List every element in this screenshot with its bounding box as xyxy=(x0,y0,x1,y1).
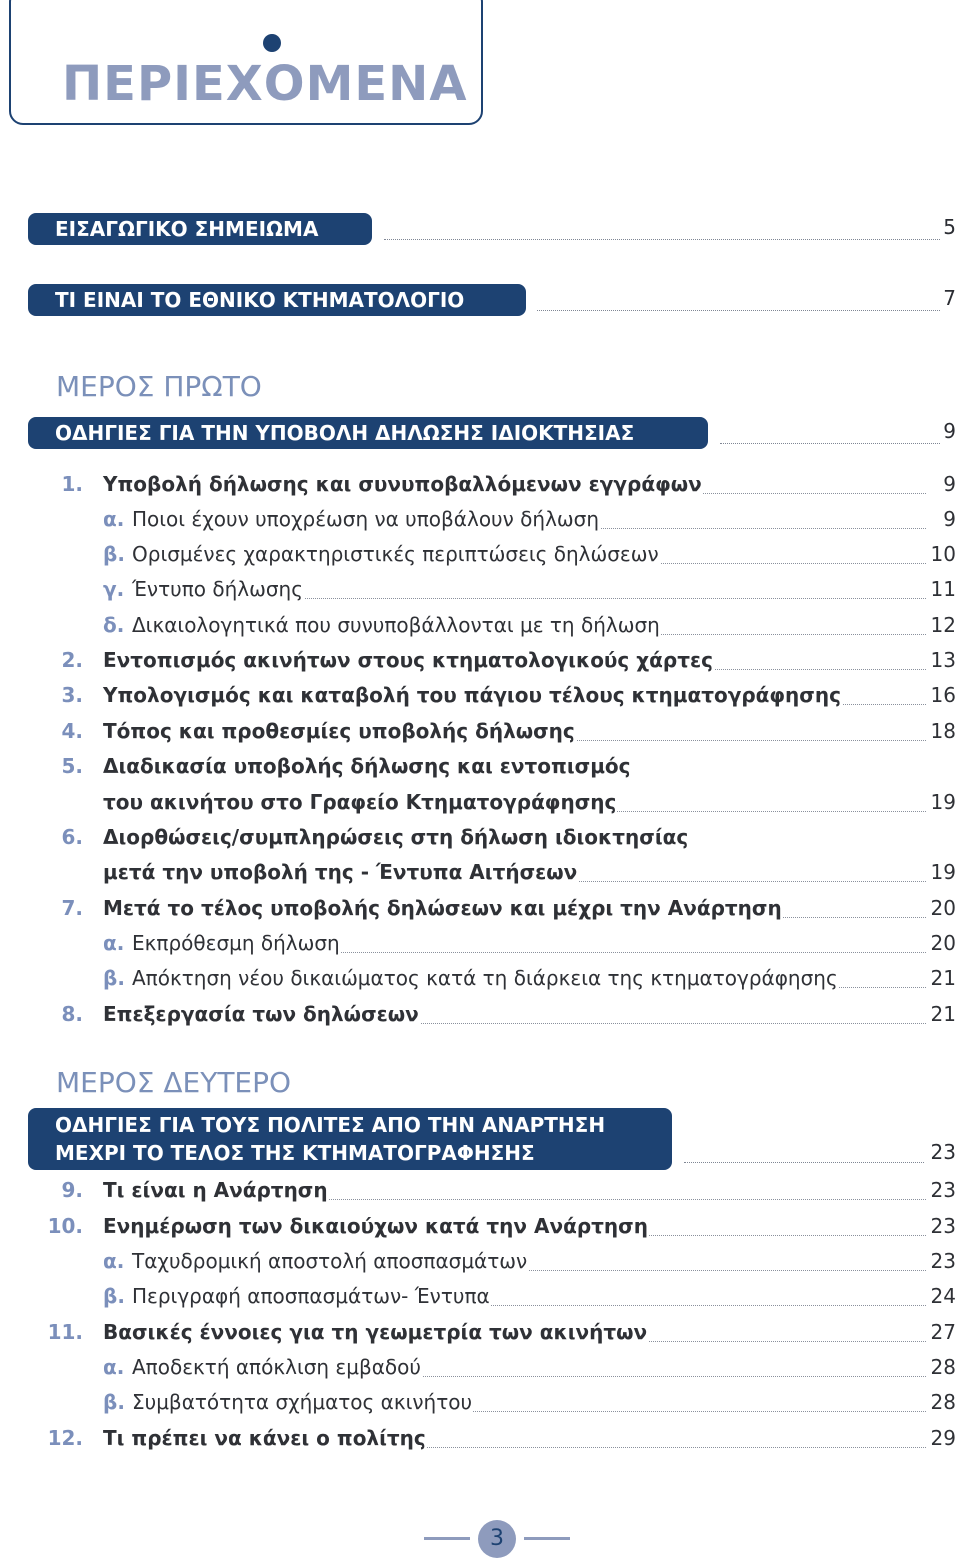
part2-heading: ΜΕΡΟΣ ΔΕΥΤΕΡΟ xyxy=(56,1066,292,1099)
entry-page: 23 xyxy=(930,1249,956,1273)
entry-label: Εκπρόθεσμη δήλωση xyxy=(132,931,340,955)
entry-number: 12. xyxy=(47,1426,83,1450)
toc-entry[interactable] xyxy=(0,648,960,680)
entry-number: 4. xyxy=(61,719,83,743)
entry-label: του ακινήτου στο Γραφείο Κτηματογράφησης xyxy=(103,790,617,814)
entry-letter: α. xyxy=(103,507,125,531)
entry-label: Μετά το τέλος υποβολής δηλώσεων και μέχρι την Ανάρτηση xyxy=(103,896,782,920)
entry-page: 19 xyxy=(930,860,956,884)
entry-page: 10 xyxy=(930,542,956,566)
toc-entry[interactable] xyxy=(0,577,960,609)
footer-line-right xyxy=(524,1537,570,1540)
entry-page: 28 xyxy=(930,1355,956,1379)
what-is-page: 7 xyxy=(943,286,956,310)
footer-line-left xyxy=(424,1537,470,1540)
part2-banner[interactable] xyxy=(28,1108,672,1170)
entry-page: 9 xyxy=(943,472,956,496)
part1-heading: ΜΕΡΟΣ ΠΡΩΤΟ xyxy=(56,370,262,403)
entry-label: Εντοπισμός ακινήτων στους κτηματολογικούς χάρτες xyxy=(103,648,713,672)
toc-entry[interactable] xyxy=(0,1390,960,1422)
toc-entry[interactable] xyxy=(0,1426,960,1458)
entry-label: Ορισμένες χαρακτηριστικές περιπτώσεις δηλώσεων xyxy=(132,542,659,566)
entry-letter: β. xyxy=(103,542,125,566)
page-number: 3 xyxy=(478,1520,516,1558)
intro-label: ΕΙΣΑΓΩΓΙΚΟ ΣΗΜΕΙΩΜΑ xyxy=(55,217,319,241)
toc-entry[interactable] xyxy=(0,472,960,504)
entry-letter: α. xyxy=(103,931,125,955)
toc-entry[interactable] xyxy=(0,613,960,645)
part1-banner-label: ΟΔΗΓΙΕΣ ΓΙΑ ΤΗΝ ΥΠΟΒΟΛΗ ΔΗΛΩΣΗΣ ΙΔΙΟΚΤΗΣΙΑΣ xyxy=(55,421,635,445)
entry-page: 21 xyxy=(930,966,956,990)
entry-label: Διορθώσεις/συμπληρώσεις στη δήλωση ιδιοκτησίας xyxy=(103,825,689,849)
entry-letter: α. xyxy=(103,1249,125,1273)
toc-entry[interactable] xyxy=(0,966,960,998)
toc-entry[interactable] xyxy=(0,1178,960,1210)
entry-label: Ταχυδρομική αποστολή αποσπασμάτων xyxy=(132,1249,528,1273)
toc-entry[interactable] xyxy=(0,719,960,751)
toc-entry[interactable] xyxy=(0,931,960,963)
part1-banner[interactable] xyxy=(28,417,708,449)
toc-entry[interactable] xyxy=(0,754,960,786)
entry-label: Υπολογισμός και καταβολή του πάγιου τέλους κτηματογράφησης xyxy=(103,683,841,707)
toc-entry[interactable] xyxy=(0,1249,960,1281)
entry-page: 23 xyxy=(930,1214,956,1238)
entry-number: 7. xyxy=(61,896,83,920)
page-title: ΠΕΡΙΕΧΟΜΕΝΑ xyxy=(62,56,468,112)
entry-label: Υποβολή δήλωσης και συνυποβαλλόμενων εγγράφων xyxy=(103,472,702,496)
toc-entry[interactable] xyxy=(0,860,960,892)
intro-leader xyxy=(384,219,940,240)
entry-number: 3. xyxy=(61,683,83,707)
toc-entry[interactable] xyxy=(0,683,960,715)
title-dot xyxy=(263,34,281,52)
entry-label: Βασικές έννοιες για τη γεωμετρία των ακινήτων xyxy=(103,1320,648,1344)
entry-label: μετά την υποβολή της - Έντυπα Αιτήσεων xyxy=(103,860,578,884)
entry-label: Συμβατότητα σχήματος ακινήτου xyxy=(132,1390,473,1414)
entry-label: Δικαιολογητικά που συνυποβάλλονται με τη δήλωση xyxy=(132,613,660,637)
part2-banner-line1: ΟΔΗΓΙΕΣ ΓΙΑ ΤΟΥΣ ΠΟΛΙΤΕΣ ΑΠΟ ΤΗΝ ΑΝΑΡΤΗΣΗ xyxy=(55,1113,606,1137)
entry-number: 1. xyxy=(61,472,83,496)
entry-label: Διαδικασία υποβολής δήλωσης και εντοπισμός xyxy=(103,754,631,778)
entry-page: 23 xyxy=(930,1178,956,1202)
entry-label: Αποδεκτή απόκλιση εμβαδού xyxy=(132,1355,421,1379)
intro-page: 5 xyxy=(943,215,956,239)
part1-leader xyxy=(720,423,940,444)
entry-letter: β. xyxy=(103,1390,125,1414)
entry-letter: β. xyxy=(103,1284,125,1308)
intro-banner[interactable] xyxy=(28,213,372,245)
entry-letter: γ. xyxy=(103,577,125,601)
entry-page: 28 xyxy=(930,1390,956,1414)
entry-page: 24 xyxy=(930,1284,956,1308)
part2-leader xyxy=(684,1142,924,1163)
what-is-leader xyxy=(537,290,940,311)
entry-page: 21 xyxy=(930,1002,956,1026)
entry-number: 10. xyxy=(47,1214,83,1238)
entry-label: Απόκτηση νέου δικαιώματος κατά τη διάρκεια της κτηματογράφησης xyxy=(132,966,838,990)
toc-entry[interactable] xyxy=(0,1355,960,1387)
toc-entry[interactable] xyxy=(0,1002,960,1034)
toc-entry[interactable] xyxy=(0,825,960,857)
entry-label: Έντυπο δήλωσης xyxy=(132,577,303,601)
entry-label: Περιγραφή αποσπασμάτων- Έντυπα xyxy=(132,1284,490,1308)
part2-banner-line2: ΜΕΧΡΙ ΤΟ ΤΕΛΟΣ ΤΗΣ ΚΤΗΜΑΤΟΓΡΑΦΗΣΗΣ xyxy=(55,1141,535,1165)
entry-page: 18 xyxy=(930,719,956,743)
entry-page: 27 xyxy=(930,1320,956,1344)
toc-entry[interactable] xyxy=(0,1320,960,1352)
entry-label: Τι είναι η Ανάρτηση xyxy=(103,1178,328,1202)
entry-page: 12 xyxy=(930,613,956,637)
what-is-label: ΤΙ ΕΙΝΑΙ ΤΟ ΕΘΝΙΚΟ ΚΤΗΜΑΤΟΛΟΓΙΟ xyxy=(55,288,465,312)
toc-entry[interactable] xyxy=(0,542,960,574)
what-is-banner[interactable] xyxy=(28,284,526,316)
entry-number: 9. xyxy=(61,1178,83,1202)
entry-number: 8. xyxy=(61,1002,83,1026)
entry-label: Ποιοι έχουν υποχρέωση να υποβάλουν δήλωση xyxy=(132,507,600,531)
entry-page: 19 xyxy=(930,790,956,814)
entry-label: Τόπος και προθεσμίες υποβολής δήλωσης xyxy=(103,719,575,743)
entry-page: 13 xyxy=(930,648,956,672)
toc-entry[interactable] xyxy=(0,1214,960,1246)
entry-label: Τι πρέπει να κάνει ο πολίτης xyxy=(103,1426,426,1450)
entry-page: 20 xyxy=(930,896,956,920)
entry-letter: β. xyxy=(103,966,125,990)
toc-entry[interactable] xyxy=(0,896,960,928)
toc-entry[interactable] xyxy=(0,507,960,539)
entry-label: Ενημέρωση των δικαιούχων κατά την Ανάρτηση xyxy=(103,1214,648,1238)
entry-label: Επεξεργασία των δηλώσεων xyxy=(103,1002,419,1026)
entry-page: 9 xyxy=(943,507,956,531)
entry-number: 11. xyxy=(47,1320,83,1344)
entry-number: 2. xyxy=(61,648,83,672)
entry-page: 11 xyxy=(930,577,956,601)
entry-number: 5. xyxy=(61,754,83,778)
entry-page: 16 xyxy=(930,683,956,707)
entry-letter: α. xyxy=(103,1355,125,1379)
entry-number: 6. xyxy=(61,825,83,849)
entry-page: 29 xyxy=(930,1426,956,1450)
entry-page: 20 xyxy=(930,931,956,955)
toc-entry[interactable] xyxy=(0,1284,960,1316)
part2-page: 23 xyxy=(930,1140,956,1164)
part1-page: 9 xyxy=(943,419,956,443)
entry-letter: δ. xyxy=(103,613,125,637)
toc-entry[interactable] xyxy=(0,790,960,822)
